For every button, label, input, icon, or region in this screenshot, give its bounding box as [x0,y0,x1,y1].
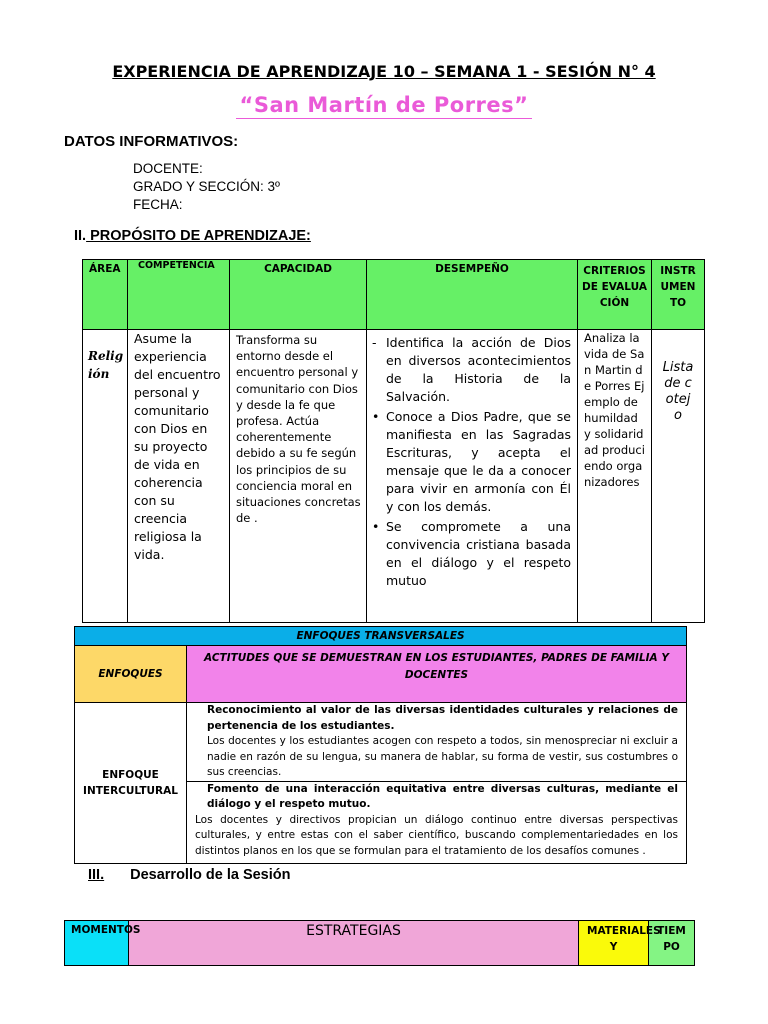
header-instrumento: INSTRUMENTO [652,260,705,330]
cell-competencia: Asume la experiencia del encuentro personal y comunitario con Dios en su proyecto de vida en coherencia con su creencia religiosa la vida. [128,330,230,623]
momentos-header: MOMENTOS [65,921,129,966]
header-competencia: COMPETENCIA [128,260,230,330]
tiempo-header: TIEMPO [649,921,695,966]
cell-desempeno [367,330,578,623]
enfoque-intercultural: ENFOQUE INTERCULTURAL [75,703,187,864]
datos-heading: DATOS INFORMATIVOS: [64,133,239,150]
datos-block [133,160,280,214]
enfoque-item-1-text: Los docentes y los estudiantes acogen con respeto a todos, sin menospreciar ni excluir a nadie en razón de su lengua, su manera de hablar, su forma de vestir, sus costumbres o sus creencias. [207,735,678,778]
proposito-numeral: II. [74,228,87,244]
enfoque-item-2-text: Los docentes y directivos propician un diálogo continuo entre diversas perspectivas culturales, y entre estas con el saber científico, buscando complementariedades en los distintos planos en los que se formulan para el tratamiento de los desafíos comunes . [195,813,678,857]
estrategias-header: ESTRATEGIAS [129,921,579,966]
desarrollo-numeral: III. [88,867,105,883]
desempeno-item: • Conoce a Dios Padre, que se manifiesta en las Sagradas Escrituras, y acepta el mensaje que le da a conocer para vivir en armonía con Él y con los demás. [372,409,571,514]
header-criterios: CRITERIOS DE EVALUACIÓN [578,260,652,330]
grado-label: GRADO Y SECCIÓN: 3º [133,179,280,194]
enfoque-item-1-title: Reconocimiento al valor de las diversas identidades culturales y relaciones de pertenencia de los estudiantes. [207,704,678,732]
enfoques-table [74,626,687,864]
header-capacidad: CAPACIDAD [230,260,367,330]
enfoque-item-2-title: Fomento de una interacción equitativa entre diversas culturas, mediante el diálogo y el respeto mutuo. [207,782,678,810]
proposito-title: PROPÓSITO DE APRENDIZAJE: [86,228,311,244]
desarrollo-heading [88,867,291,883]
proposito-header-row [83,260,705,330]
document-title: EXPERIENCIA DE APRENDIZAJE 10 – SEMANA 1 - SESIÓN N° 4 [112,62,656,81]
cell-area: Religión [83,330,128,623]
actitudes-col-header: ACTITUDES QUE SE DEMUESTRAN EN LOS ESTUDIANTES, PADRES DE FAMILIA Y DOCENTES [187,646,687,703]
header-desempeno: DESEMPEÑO [367,260,578,330]
proposito-table [82,259,705,623]
subtitle-text: “San Martín de Porres” [236,93,533,119]
docente-label: DOCENTE: [133,161,203,176]
proposito-row [83,330,705,623]
enfoque-item-2 [187,781,687,864]
proposito-heading [74,228,311,244]
cell-criterios: Analiza la vida de San Martin de Porres Ejemplo de humildad y solidaridad produciendo organizadores [578,330,652,623]
cell-capacidad: Transforma su entorno desde el encuentro personal y comunitario con Dios y desde la fe que profesa. Actúa coherentemente debido a su fe según los principios de su conciencia moral en situaciones concretas de . [230,330,367,623]
desempeno-item: - Identifica la acción de Dios en diversos acontecimientos de la Historia de la Salvación. [372,335,571,404]
enfoques-col-header: ENFOQUES [75,646,187,703]
session-subtitle [0,93,768,117]
desarrollo-title: Desarrollo de la Sesión [130,867,291,883]
desarrollo-table [64,920,695,966]
header-area: ÁREA [83,260,128,330]
enfoque-item-1 [187,703,687,782]
materiales-header: MATERIALES Y [579,921,649,966]
fecha-label: FECHA: [133,197,183,212]
enfoques-caption: ENFOQUES TRANSVERSALES [75,627,687,646]
desempeno-item: • Se compromete a una convivencia cristiana basada en el diálogo y el respeto mutuo [372,519,571,588]
cell-instrumento: Lista de cotejo [652,330,705,623]
